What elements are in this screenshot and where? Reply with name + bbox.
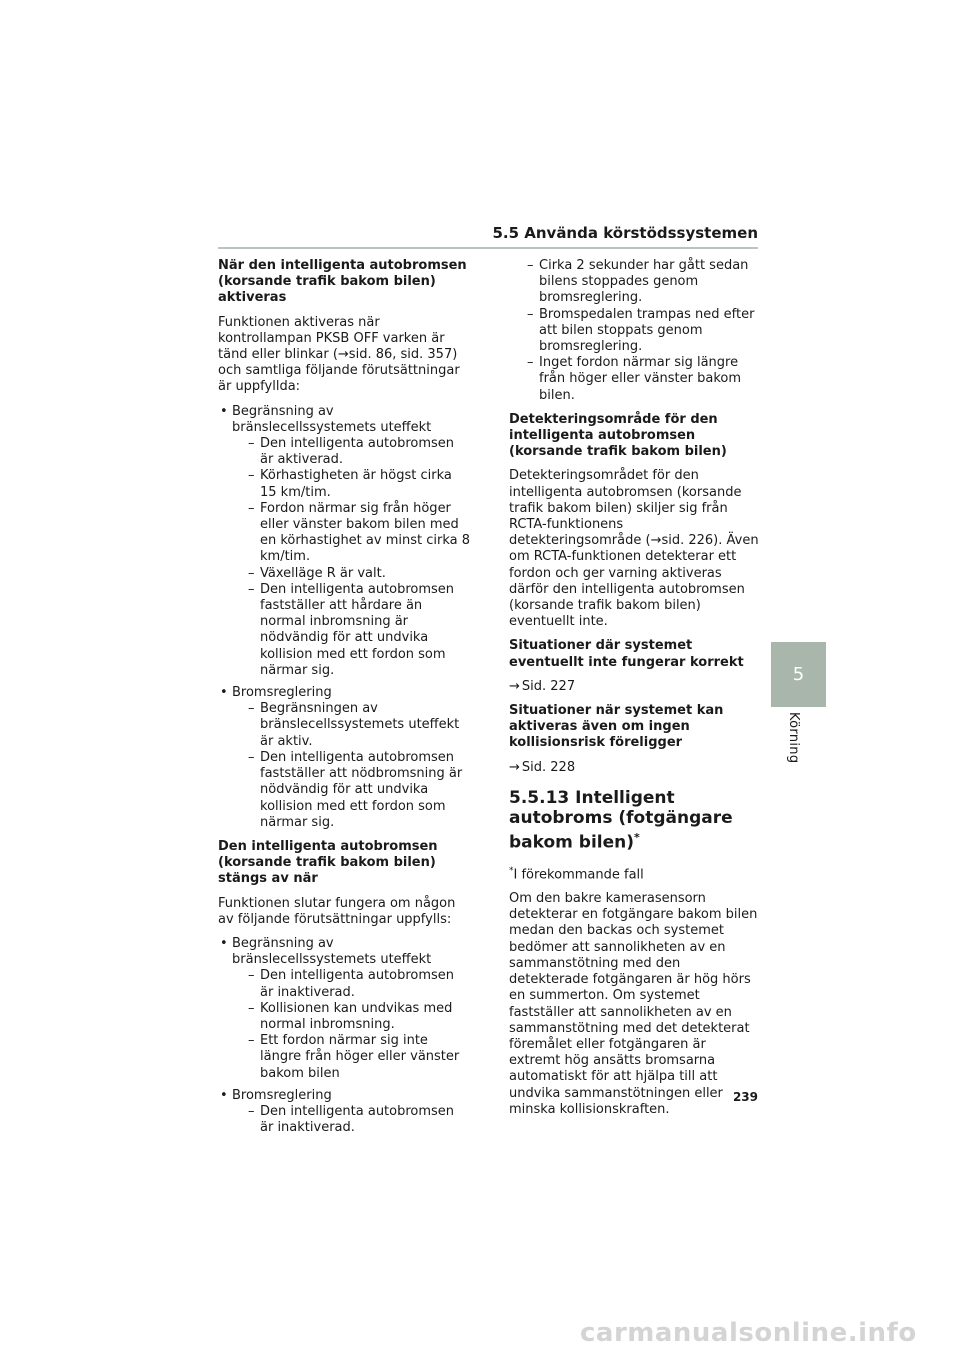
activation-intro: Funktionen aktiveras när kontrollampan PKSB OFF varken är tänd eller blinkar (→sid. 86, sid. 357) och samtliga följande förutsättningar är uppfyllda: <box>218 314 460 395</box>
reference-link-227[interactable] <box>509 679 759 695</box>
reference-link-228[interactable] <box>509 760 759 776</box>
footnote-text: I förekommande fall <box>513 866 644 882</box>
heading-false-activation: Situationer när systemet kan aktiveras även om ingen kollisionsrisk föreligger <box>509 703 724 751</box>
right-column <box>509 258 759 1126</box>
dash-item: – Den intelligenta autobromsen är aktiverad. <box>248 436 470 468</box>
section-header: 5.5 Använda körstödssystemen <box>492 224 758 242</box>
section-title <box>509 788 759 853</box>
footnote <box>509 863 759 884</box>
section-title-star: * <box>634 830 640 844</box>
pedestrian-body-text: Om den bakre kamerasensorn detekterar en fotgängare bakom bilen medan den backas och systemet bedömer att sannolikheten av en sammanstötning med den detekterade fotgängaren är hög hörs en summerton. Om systemet fastställer att sannolikheten av en sammanstötning med det detekterat föremålet eller fotgängaren är extremt hög ansätts bromsarna automatiskt för att hjälpa till att undvika sammanstötningen eller minska kollisionskraften. <box>509 891 758 1117</box>
chapter-tab[interactable] <box>771 642 826 707</box>
dash-item: – Fordon närmar sig från höger eller vänster bakom bilen med en körhastighet av minst cirka 8 km/tim. <box>248 501 470 566</box>
page-number: 239 <box>732 1090 758 1104</box>
dash-item: – Körhastigheten är högst cirka 15 km/tim. <box>248 468 470 500</box>
heading-not-working: Situationer där systemet eventuellt inte fungerar korrekt <box>509 638 744 670</box>
dash-item: – Kollisionen kan undvikas med normal inbromsning. <box>248 1001 470 1033</box>
dash-item: – Den intelligenta autobromsen fastställer att hårdare än normal inbromsning är nödvändig för att undvika kollision med ett fordon som närmar sig. <box>248 582 470 679</box>
detection-text: Detekteringsområdet för den intelligenta autobromsen (korsande trafik bakom bilen) skiljer sig från RCTA-funktionens detekteringsområde (→sid. 226). Även om RCTA-funktionen detekterar ett fordon och ger varning aktiveras därför den intelligenta autobromsen (korsande trafik bakom bilen) eventuellt inte. <box>509 468 759 630</box>
dash-item: – Ett fordon närmar sig inte längre från höger eller vänster bakom bilen <box>248 1033 470 1082</box>
arrow-right-icon: → <box>509 678 520 694</box>
bullet-label: Begränsning av bränslecellssystemets uteffekt <box>232 403 432 435</box>
stop-intro: Funktionen slutar fungera om någon av följande förutsättningar uppfylls: <box>218 895 456 927</box>
dash-item: – Den intelligenta autobromsen är inaktiverad. <box>248 1104 470 1136</box>
dash-item: – Inget fordon närmar sig längre från höger eller vänster bakom bilen. <box>527 355 759 404</box>
activation-conditions <box>218 404 470 831</box>
watermark: carmanualsonline.info <box>580 1318 917 1348</box>
dash-item: – Begränsningen av bränslecellssystemets uteffekt är aktiv. <box>248 701 470 750</box>
header-divider <box>218 247 758 249</box>
left-column <box>218 258 470 1144</box>
dash-item: – Cirka 2 sekunder har gått sedan bilens stoppades genom bromsreglering. <box>527 258 759 307</box>
heading-stop: Den intelligenta autobromsen (korsande trafik bakom bilen) stängs av när <box>218 838 438 887</box>
bullet-label: Bromsreglering <box>232 1087 332 1103</box>
bullet-item <box>218 685 470 831</box>
continued-stop-list <box>509 258 759 404</box>
bullet-item <box>218 936 470 1082</box>
stop-conditions <box>218 936 470 1136</box>
bullet-label: Begränsning av bränslecellssystemets uteffekt <box>232 935 432 968</box>
heading-detection-area: Detekteringsområde för den intelligenta autobromsen (korsande trafik bakom bilen) <box>509 411 727 460</box>
chapter-label: Körning <box>786 712 801 764</box>
arrow-right-icon: → <box>509 759 520 775</box>
dash-item: – Bromspedalen trampas ned efter att bilen stoppats genom bromsreglering. <box>527 307 759 356</box>
bullet-label: Bromsreglering <box>232 685 332 701</box>
bullet-item <box>218 404 470 679</box>
chapter-number: 5 <box>792 664 805 685</box>
reference-text: Sid. 227 <box>521 678 576 694</box>
footnote-star: * <box>509 865 514 876</box>
bullet-item <box>218 1088 470 1137</box>
dash-item: – Den intelligenta autobromsen fastställer att nödbromsning är nödvändig för att undvika kollision med ett fordon som närmar sig. <box>248 750 470 831</box>
heading-activation: När den intelligenta autobromsen (korsande trafik bakom bilen) aktiveras <box>218 258 467 306</box>
section-title-text: 5.5.13 Intelligent autobroms (fotgängare bakom bilen) <box>509 787 733 853</box>
dash-item: – Den intelligenta autobromsen är inaktiverad. <box>248 968 470 1000</box>
reference-text: Sid. 228 <box>521 759 576 775</box>
dash-item: – Växelläge R är valt. <box>248 566 470 582</box>
